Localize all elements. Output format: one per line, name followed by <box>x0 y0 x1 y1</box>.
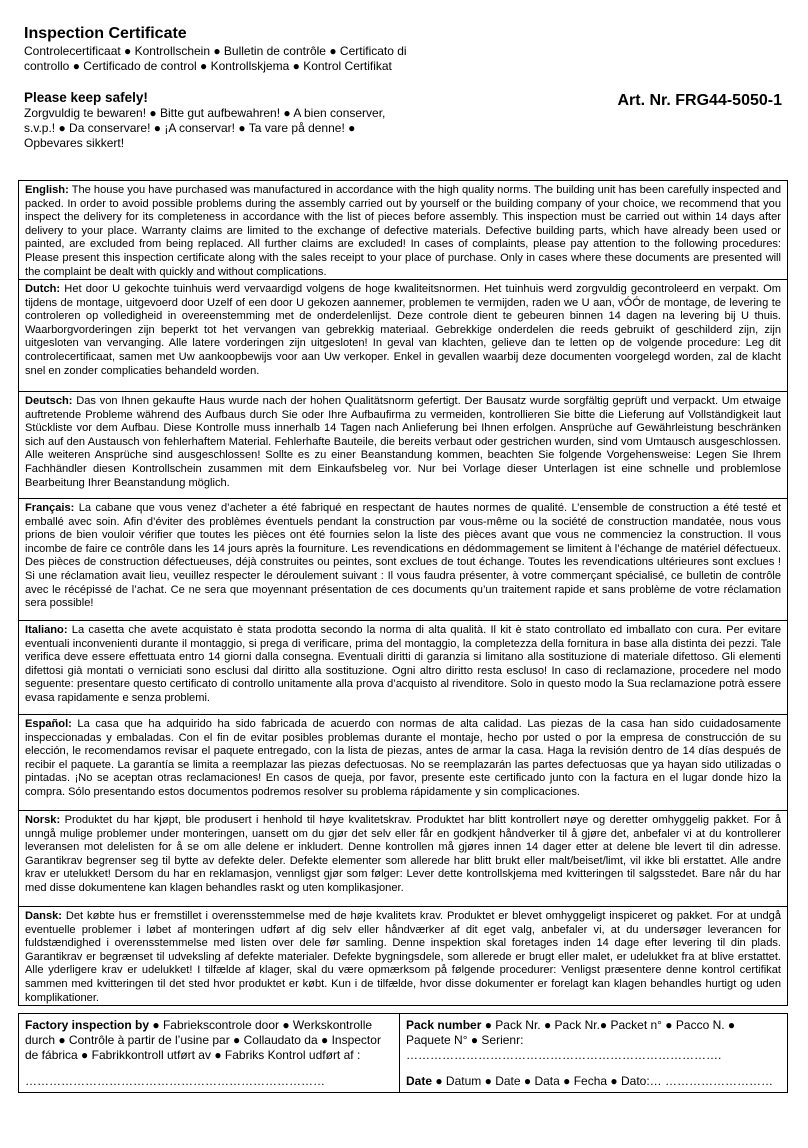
date-label: Date <box>406 1074 433 1088</box>
section-english <box>18 180 788 280</box>
section-italiano-label: Italiano: <box>25 624 68 636</box>
pack-number-label: Pack number <box>406 1018 482 1032</box>
section-norsk-label: Norsk: <box>25 814 61 826</box>
factory-inspection-label: Factory inspection by <box>25 1018 150 1032</box>
section-italiano-text: La casetta che avete acquistato è stata prodotta secondo la norma di alta qualità. Il kit è stato controllato ed imballato con cura. Per evitare eventuali inconvenienti durante il montaggio, si prega di verificare, prima del montaggio, la completezza della fornitura in base alla distinta dei pezzi. Tale verifica deve essere effettuata entro 14 giorni dalla consegna. Eventuali diritti di garanzia si limitano alla sostituzione di materiale difettoso. Gli elementi difettosi già montati o verniciati sono esclusi dal diritto alla sostituzione. Ogni altro diritto resta escluso! In caso di reclamazione, procedere nel modo seguente: presentare questo certificato di controllo unitamente alla prova d’acquisto al rivenditore. Solo in questo modo la Sua reclamazione potrà essere evasa rapidamente e senza problemi. <box>25 624 781 704</box>
section-norsk-text: Produktet du har kjøpt, ble produsert i henhold til høye kvalitetskrav. Produktet har blitt kontrollert nøye og deretter omhyggelig pakket. For å unngå mulige problemer under monteringen, uansett om du gjør det selv eller får en godkjent håndverker til å gjøre det, anbefaler vi at du kontrollerer leveransen mot delelisten for å se om alle delene er inkludert. Denne kontrollen må gjøres innen 14 dager etter at delene ble levert til din adresse. Garantikrav begrenser seg til bytte av defekte deler. Defekte elementer som allerede har blitt brukt eller malt/beiset/limt, vil ikke bli erstattet. Alle andre krav er utelukket! Dersom du har en reklamasjon, vennligst gjør som følger: Lever dette kontrollskjema med kvitteringen til salgsstedet. Bare når du har med disse dokumentene kan klagen behandles raskt og uten komplikasjoner. <box>25 814 781 894</box>
date-translations: ● Datum ● Date ● Data ● Fecha ● Dato: <box>432 1074 650 1088</box>
section-espanol-label: Español: <box>25 718 72 730</box>
section-francais-text: La cabane que vous venez d’acheter a été fabriqué en respectant de hautes normes de qualité. L’ensemble de construction a été testé et emballé avec soin. Afin d’éviter des problèmes éventuels pendant la construction par vous-même ou la société de construction mandatée, nous vous prions de bien vouloir vérifier que toutes les pièces ont été fournies selon la liste des pièces avant que vous ne commenciez la construction. Il vous incombe de faire ce contrôle dans les 14 jours après la fourniture. Les revendications en dédommagement se limitent à l’échange de matériel défectueux. Des pièces de construction défectueuses, déjà construites ou peintes, sont exclues de tout échange. Toutes les revendications ultérieures sont exclues ! Si une réclamation avait lieu, veuillez respecter le déroulement suivant : Il vous faudra présenter, à votre commerçant spécialisé, ce bulletin de contrôle avec le récépissé de l’achat. Ce ne sera que moyennant présentation de ces documents qu’un traitement rapide et sans problème de votre réclamation sera possible! <box>25 502 781 610</box>
keep-safely-heading: Please keep safely! <box>24 90 148 105</box>
section-dutch-text: Het door U gekochte tuinhuis werd vervaardigd volgens de hoge kwaliteitsnormen. Het tuinhuis werd zorgvuldig gecontroleerd en verpakt. Om tijdens de montage, uitgevoerd door Uzelf of een door U gekozen aannemer, problemen te vermijden, raden we U aan, vÓÓr de montage, de levering te controleren op volledigheid in overeenstemming met de onderdelenlijst. Deze controle dient te gebeuren binnen 14 dagen na levering bij U thuis. Waarborgvorderingen zijn beperkt tot het vervangen van gebrekkig materiaal. Gebrekkige onderdelen die reeds gebruikt of geschilderd zijn, zijn uitgesloten van vervanging. Alle latere vorderingen zijn uitgesloten! In geval van klachten, gelieve dan te letten op de volgende procedure: Leg dit controlecertificaat, samen met Uw aankoopbewijs voor aan Uw verkoper. Enkel in gevallen waarbij deze documenten voorgelegd worden, zal de klacht snel en zonder complicaties behandeld worden. <box>25 283 781 377</box>
section-dansk-text: Det købte hus er fremstillet i overensstemmelse med de høje kvalitets krav. Produktet er blevet omhyggeligt inspiceret og pakket. For at undgå eventuelle problemer i løbet af monteringen udført af dig selv eller håndværker af dit eget valg, anbefaler vi, at du undersøger leverancen for fuldstændighed i overensstemmelse med listen over dele før samling. Denne inspektion skal foretages inden 14 dage efter levering til din plads. Garantikrav er begrænset til udveksling af defekte materialer. Defekte bygningsdele, som allerede er brugt eller malet, er udelukket fra at blive erstattet. Alle yderligere krav er udelukket! I tilfælde af klager, skal du være opmærksom på følgende procedurer: Venligst præsentere denne kontrol certifikat sammen med kvitteringen til det sted hvor produktet er købt. Kun i de tilfælde, hvor disse dokumenter er forelagt kan klagen behandles hurtigt og uden komplikationer. <box>25 910 781 1004</box>
document-title: Inspection Certificate <box>24 25 187 42</box>
section-deutsch-text: Das von Ihnen gekaufte Haus wurde nach der hohen Qualitätsnorm gefertigt. Der Bausatz wurde sorgfältig geprüft und verpackt. Um etwaige auftretende Probleme während des Aufbaus durch Sie oder Ihre Aufbaufirma zu vermeiden, kontrollieren Sie bitte die Lieferung auf Vollständigkeit laut Stückliste vor dem Aufbau. Diese Kontrolle muss innerhalb 14 Tagen nach Anlieferung bei Ihnen erfolgen. Ansprüche auf Gewährleistung beschränken sich auf den Austausch von fehlerhaftem Material. Fehlerhafte Bauteile, die bereits verbaut oder gestrichen wurden, sind vom Umtausch ausgeschlossen. Alle weiteren Ansprüche sind ausgeschlossen! Sollte es zu einer Beanstandung kommen, beachten Sie folgende Vorgehensweise: Legen Sie Ihrem Fachhändler diesen Kontrollschein zusammen mit dem Einkaufsbeleg vor. Nur bei Vorlage dieser Unterlagen ist eine schnelle und problemlose Bearbeitung Ihrer Beanstandung möglich. <box>25 395 781 489</box>
pack-number-field[interactable]: ……………………………………………………………………. <box>406 1048 722 1062</box>
section-english-text: The house you have purchased was manufactured in accordance with the high quality norms. The building unit has been carefully inspected and packed. In order to avoid possible problems during the assembly carried out by yourself or the building company of your choice, we recommend that you inspect the delivery for its completeness in accordance with the list of pieces before assembly. This inspection must be carried out within 14 days after delivery to your place. Warranty claims are limited to the exchange of defective materials. Defective building parts, which have already been used or painted, are excluded from being replaced. All further claims are excluded! In cases of complaints, please pay attention to the following procedures: Please present this inspection certificate along with the sales receipt to your place of purchase. Only in cases where these documents are presented will the complaint be dealt with quickly and without complications. <box>25 184 781 278</box>
section-norsk <box>18 811 788 907</box>
section-dutch-label: Dutch: <box>25 283 61 295</box>
factory-inspection-translations: ● Fabriekscontrole door ● Werkskontrolle durch ● Contrôle à partir de l’usine par ● Collaudato da ● Inspector de fábrica ● Fabrikkontroll utført av ● Fabriks Kontrol udført af : <box>25 1018 381 1062</box>
section-english-label: English: <box>25 184 69 196</box>
section-francais <box>18 499 788 621</box>
date-row <box>406 1074 773 1089</box>
section-italiano <box>18 621 788 715</box>
footer-table <box>18 1013 788 1093</box>
section-deutsch-label: Deutsch: <box>25 395 73 407</box>
keep-safely-translations: Zorgvuldig te bewaren! ● Bitte gut aufbewahren! ● A bien conserver, s.v.p.! ● Da conservare! ● ¡A conservar! ● Ta vare på denne! ● Opbevares sikkert! <box>24 106 386 150</box>
factory-inspection-cell[interactable] <box>19 1014 400 1092</box>
document-subtitle: Controlecertificaat ● Kontrollschein ● Bulletin de contrôle ● Certificato di controllo ● Certificado de control ● Kontrollskjema ● Kontrol Certifikat <box>24 44 407 73</box>
pack-date-cell <box>400 1014 787 1092</box>
section-dutch <box>18 280 788 392</box>
section-deutsch <box>18 392 788 499</box>
header <box>24 24 408 151</box>
factory-inspection-field[interactable]: ………………………………………………………………… <box>25 1074 325 1088</box>
date-field[interactable]: … ……………………… <box>649 1074 774 1088</box>
section-dansk-label: Dansk: <box>25 910 62 922</box>
section-espanol-text: La casa que ha adquirido ha sido fabricada de acuerdo con normas de alta calidad. Las piezas de la casa han sido cuidadosamente inspeccionadas y embaladas. Con el fin de evitar posibles problemas durante el montaje, hecho por usted o por la empresa de construcción de su elección, le recomendamos revisar el paquete entregado, con la lista de piezas, antes de armar la casa. Haga la revisión dentro de 14 días después de recibir el paquete. La garantía se limita a reemplazar las piezas defectuosas. No se reemplazarán las partes defectuosas que ya hayan sido utilizadas o pintadas. ¡No se aceptan otras reclamaciones! En casos de queja, por favor, presente este certificado junto con la factura en el lugar donde hizo la compra. Sólo presentando estos documentos podremos resolver su problema rápidamente y sin complicaciones. <box>25 718 781 798</box>
section-dansk <box>18 907 788 1006</box>
section-espanol <box>18 715 788 811</box>
pack-number-translations: ● Pack Nr. ● Pack Nr.● Packet n° ● Pacco N. ● Paquete N° ● Serienr: <box>406 1018 736 1047</box>
section-francais-label: Français: <box>25 502 75 514</box>
article-number: Art. Nr. FRG44-5050-1 <box>617 92 782 109</box>
